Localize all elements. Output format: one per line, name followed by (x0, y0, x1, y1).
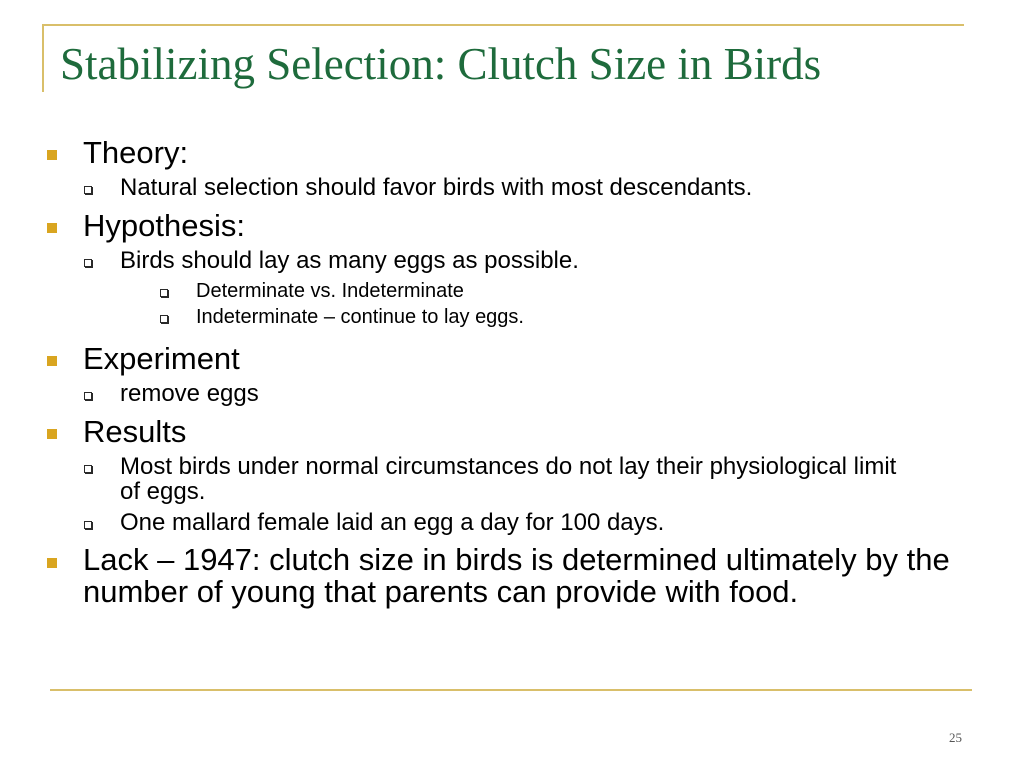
sub-sub-bullet-indeterminate (0, 306, 1024, 328)
sub-bullet-text: Natural selection should favor birds with most descendants. (120, 174, 753, 201)
sub-sub-bullet-determinate (0, 280, 1024, 302)
bullet-lack-1947 (0, 544, 1018, 608)
bullet-experiment (0, 342, 1018, 375)
page-number: 25 (949, 730, 962, 745)
hollow-square-bullet-icon (84, 465, 92, 473)
slide-content (0, 128, 1024, 608)
sub-sub-bullet-text: Indeterminate – continue to lay eggs. (196, 306, 524, 328)
sub-bullet-text: Birds should lay as many eggs as possible. (120, 247, 579, 274)
bullet-hypothesis (0, 209, 1018, 242)
sub-bullet-natural-selection (0, 175, 960, 201)
hollow-square-bullet-icon (84, 186, 92, 194)
sub-bullet-text: remove eggs (120, 380, 259, 407)
frame-left-line (42, 24, 44, 92)
frame-top-line (42, 24, 964, 26)
sub-bullet-remove-eggs (0, 381, 960, 407)
sub-sub-bullet-text: Determinate vs. Indeterminate (196, 280, 464, 302)
bullet-text: Experiment (83, 341, 240, 376)
square-bullet-icon (47, 356, 57, 366)
sub-bullet-mallard (0, 510, 960, 536)
frame-bottom-line (50, 689, 972, 691)
hollow-square-bullet-icon (84, 392, 92, 400)
bullet-text: Results (83, 414, 187, 449)
hollow-square-bullet-icon (84, 259, 92, 267)
square-bullet-icon (47, 223, 57, 233)
bullet-results (0, 415, 1018, 448)
hollow-square-bullet-icon (160, 289, 168, 297)
square-bullet-icon (47, 150, 57, 160)
bullet-text: Hypothesis: (83, 208, 245, 243)
square-bullet-icon (47, 429, 57, 439)
bullet-text: Theory: (83, 135, 189, 170)
sub-bullet-text: Most birds under normal circumstances do not lay their physiological limit of eggs. (120, 453, 897, 505)
bullet-text: Lack – 1947: clutch size in birds is determined ultimately by the number of young that parents can provide with food. (83, 542, 950, 609)
square-bullet-icon (47, 558, 57, 568)
hollow-square-bullet-icon (84, 521, 92, 529)
bullet-theory (0, 136, 1018, 169)
sub-bullet-lay-many-eggs (0, 248, 960, 274)
sub-bullet-physiological-limit (0, 454, 910, 504)
sub-bullet-text: One mallard female laid an egg a day for 100 days. (120, 509, 665, 536)
hollow-square-bullet-icon (160, 315, 168, 323)
slide-title: Stabilizing Selection: Clutch Size in Birds (60, 39, 822, 89)
